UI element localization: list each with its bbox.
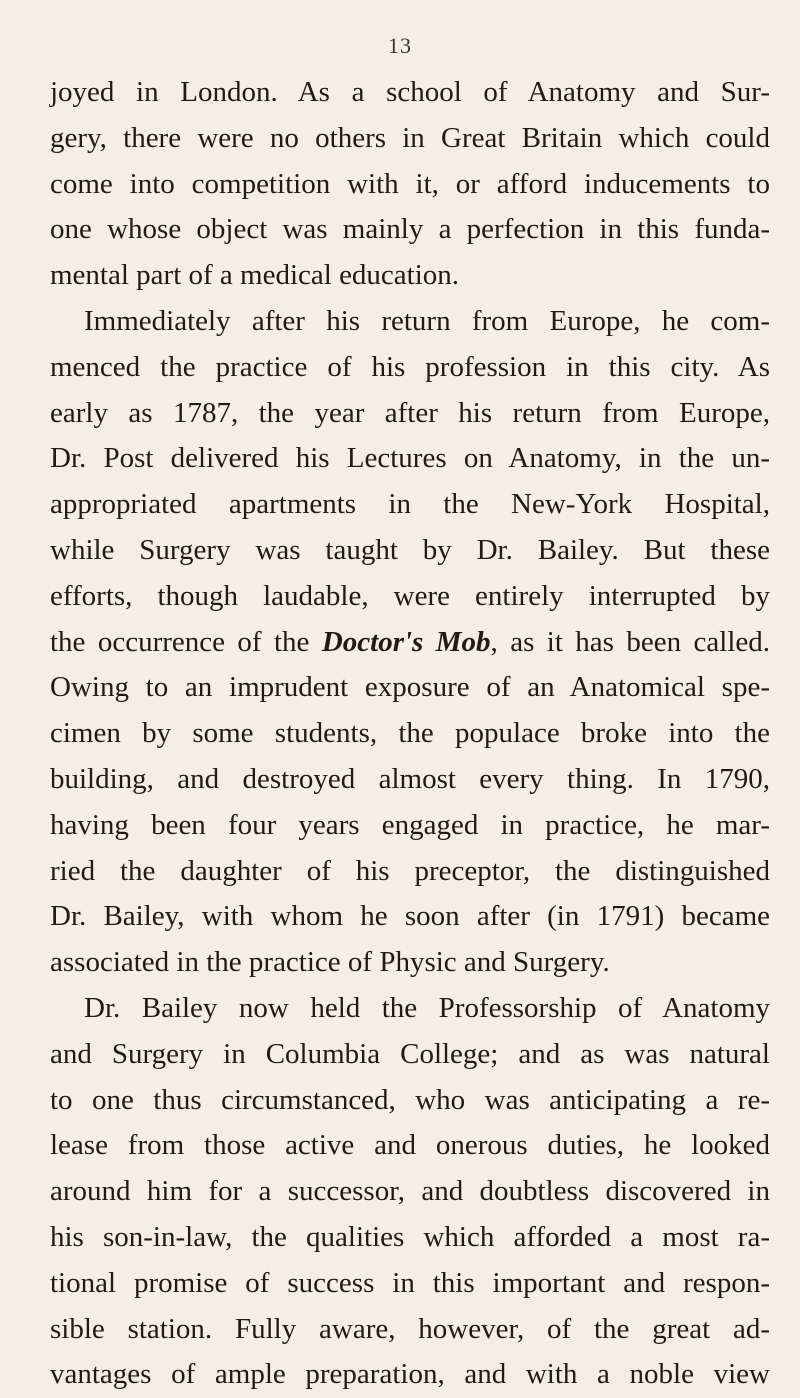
text-line-27: tional promise of success in this important and respon- — [50, 1266, 770, 1299]
text-line-16: building, and destroyed almost every thing. In 1790, — [50, 762, 770, 795]
text-line-22: and Surgery in Columbia College; and as was natural — [50, 1037, 770, 1070]
text-line-13-italic: Doctor's Mob — [321, 625, 491, 658]
text-line-13 — [50, 620, 770, 666]
text-line-20: associated in the practice of Physic and Surgery. — [50, 946, 610, 979]
text-line-17: having been four years engaged in practice, he mar- — [50, 808, 770, 841]
text-line-13-post: , as it has been called. — [490, 625, 771, 658]
text-line-21: Dr. Bailey now held the Professorship of Anatomy — [84, 991, 770, 1024]
text-line-9: Dr. Post delivered his Lectures on Anatomy, in the un- — [50, 442, 770, 475]
text-line-7: menced the practice of his profession in this city. As — [50, 350, 770, 383]
text-line-13-pre: the occurrence of the — [50, 625, 322, 658]
text-line-10: appropriated apartments in the New-York Hospital, — [50, 488, 770, 521]
text-line-11: while Surgery was taught by Dr. Bailey. But these — [50, 533, 770, 566]
text-line-6: Immediately after his return from Europe, he com- — [84, 304, 770, 337]
text-line-18: ried the daughter of his preceptor, the distinguished — [50, 854, 770, 887]
text-line-26: his son-in-law, the qualities which afforded a most ra- — [50, 1220, 770, 1253]
text-line-14: Owing to an imprudent exposure of an Anatomical spe- — [50, 671, 770, 704]
text-line-4: one whose object was mainly a perfection in this funda- — [50, 213, 770, 246]
text-line-23: to one thus circumstanced, who was anticipating a re- — [50, 1083, 770, 1116]
text-line-5: mental part of a medical education. — [50, 259, 460, 292]
text-line-25: around him for a successor, and doubtless discovered in — [50, 1175, 770, 1208]
text-line-3: come into competition with it, or afford inducements to — [50, 167, 770, 200]
text-line-12: efforts, though laudable, were entirely interrupted by — [50, 579, 770, 612]
text-line-19: Dr. Bailey, with whom he soon after (in 1791) became — [50, 900, 770, 933]
body-text — [50, 70, 770, 1398]
text-line-15: cimen by some students, the populace broke into the — [50, 717, 770, 750]
text-line-2: gery, there were no others in Great Britain which could — [50, 121, 770, 154]
text-line-29: vantages of ample preparation, and with a noble view — [50, 1358, 770, 1391]
text-line-28: sible station. Fully aware, however, of the great ad- — [50, 1312, 770, 1345]
text-line-8: early as 1787, the year after his return from Europe, — [50, 396, 770, 429]
page-number: 13 — [388, 33, 412, 58]
text-line-24: lease from those active and onerous duties, he looked — [50, 1129, 770, 1162]
text-line-1: joyed in London. As a school of Anatomy and Sur- — [50, 76, 770, 108]
